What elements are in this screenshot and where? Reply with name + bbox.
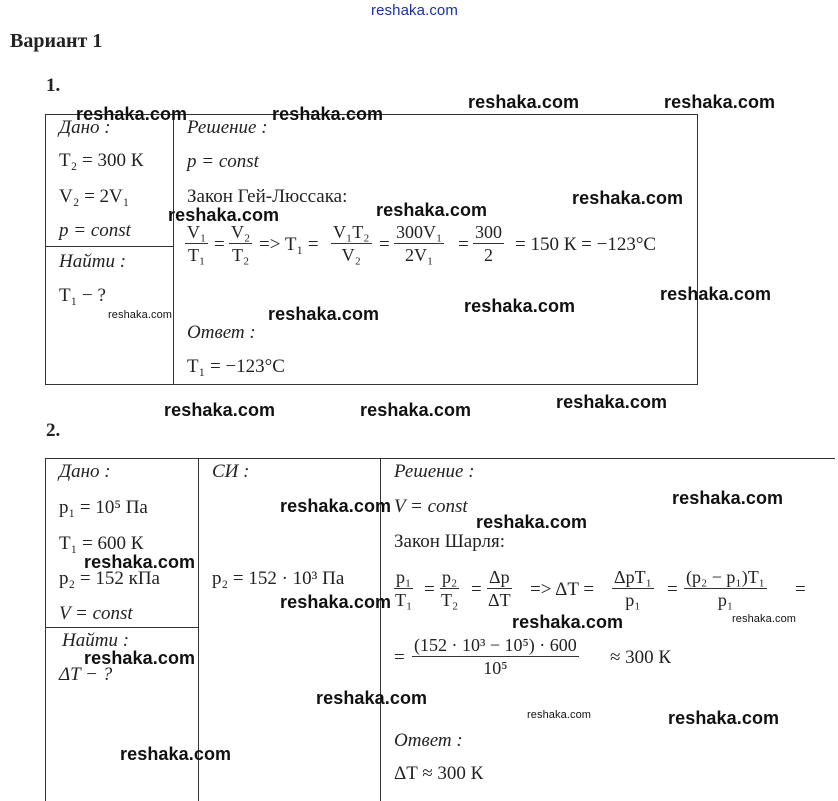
p2-frac-6: $\frac{\text{(152 · 10³ − 10⁵) · 600}}{\text{10⁵}}$ (414, 635, 577, 678)
p1-solution-line1: p = const (187, 151, 259, 172)
watermark: reshaka.com (376, 200, 488, 220)
p2-given-1: p₁ = 10⁵ Па (59, 497, 148, 518)
p2-eq-sign-1: = (424, 579, 435, 600)
problem-2-number: 2. (46, 420, 61, 441)
problem-1-number: 1. (46, 75, 61, 96)
watermark: reshaka.com (464, 296, 576, 316)
p2-law: Закон Шарля: (394, 531, 505, 552)
p2-si-value: p₂ = 152 · 10³ Па (212, 568, 345, 589)
p2-eq-sign-2: = (471, 579, 482, 600)
p2-given-2: T₁ = 600 К (59, 533, 144, 554)
p1-eq-sign-3: = (458, 234, 469, 255)
watermark: reshaka.com (76, 104, 188, 124)
watermark: reshaka.com (476, 512, 588, 532)
watermark: reshaka.com (108, 309, 173, 321)
watermark: reshaka.com (668, 708, 780, 728)
watermark: reshaka.com (84, 648, 196, 668)
p1-frac-5: $\frac{300}{2}$ (475, 222, 502, 265)
p1-law: Закон Гей-Люссака: (187, 186, 348, 207)
watermark: reshaka.com (168, 205, 280, 225)
watermark: reshaka.com (660, 284, 772, 304)
p1-frac-4: $\frac{\text{300V₁}}{\text{2V₁}}$ (396, 222, 443, 265)
p1-answer: T₁ = −123°С (187, 356, 285, 377)
watermark: reshaka.com (280, 496, 392, 516)
watermark: reshaka.com (556, 392, 668, 412)
p1-implies: => T₁ = (259, 234, 319, 255)
p1-solution-header: Решение : (187, 117, 268, 138)
p2-answer-header: Ответ : (394, 730, 463, 751)
p2-frac-3: $\frac{\Delta p}{\Delta T}$ (488, 567, 511, 610)
p2-answer: ΔT ≈ 300 К (394, 763, 484, 784)
p1-frac-1: $\frac{\text{V₁}}{\text{T₁}}$ (187, 222, 207, 265)
p2-solution-header: Решение : (394, 461, 475, 482)
p2-frac-1: $\frac{\text{p₁}}{\text{T₁}}$ (395, 567, 413, 610)
p1-given-1: T₂ = 300 К (59, 150, 144, 171)
watermark: reshaka.com (280, 592, 392, 612)
p2-solution-line1: V = const (394, 496, 468, 517)
p2-given-3: p₂ = 152 кПа (59, 568, 160, 589)
p2-implies: => ΔT = (530, 579, 595, 600)
p2-eq-sign-3: = (667, 579, 678, 600)
watermark: reshaka.com (316, 688, 428, 708)
p1-eq-sign-2: = (379, 234, 390, 255)
watermark: reshaka.com (512, 612, 624, 632)
p2-si-header: СИ : (212, 461, 250, 482)
watermark: reshaka.com (527, 709, 592, 721)
p1-eq-sign-1: = (214, 234, 225, 255)
watermark: reshaka.com (164, 400, 276, 420)
p2-result: ≈ 300 К (610, 647, 672, 668)
p2-given-header: Дано : (59, 461, 111, 482)
p1-answer-header: Ответ : (187, 322, 256, 343)
p2-find-header: Найти : (62, 630, 130, 651)
p1-result: = 150 К = −123°С (515, 234, 657, 255)
watermark: reshaka.com (360, 400, 472, 420)
p2-frac-4: ΔpT₁ p₁ (614, 567, 652, 610)
p2-find: ΔT − ? (59, 664, 113, 685)
p1-given-2: V₂ = 2V₁ (59, 186, 130, 207)
p1-find: T₁ − ? (59, 285, 106, 306)
p2-frac-2: $\frac{\text{p₂}}{\text{T₂}}$ (441, 567, 459, 610)
watermark: reshaka.com (272, 104, 384, 124)
variant-title: Вариант 1 (10, 30, 103, 52)
p2-frac-5: $\frac{\text{(p₂ − p₁)T₁}}{\text{p₁}}$ (686, 567, 765, 610)
watermark: reshaka.com (572, 188, 684, 208)
watermark: reshaka.com (268, 304, 380, 324)
watermark: reshaka.com (672, 488, 784, 508)
p1-given-header: Дано : (59, 117, 111, 138)
p1-find-header: Найти : (59, 251, 127, 272)
p2-eq-sign-4: = (795, 579, 806, 600)
p2-eq-sign-5: = (394, 647, 405, 668)
p2-given-4: V = const (59, 603, 133, 624)
watermark: reshaka.com (664, 92, 776, 112)
watermark: reshaka.com (468, 92, 580, 112)
p1-given-3: p = const (59, 220, 131, 241)
site-link[interactable]: reshaka.com (371, 2, 458, 19)
p1-frac-2: $\frac{\text{V₂}}{\text{T₂}}$ (231, 222, 251, 265)
p1-frac-3: $\frac{\text{V₁T₂}}{\text{V₂}}$ (333, 222, 370, 265)
watermark: reshaka.com (84, 552, 196, 572)
watermark: reshaka.com (120, 744, 232, 764)
watermark: reshaka.com (732, 613, 797, 625)
